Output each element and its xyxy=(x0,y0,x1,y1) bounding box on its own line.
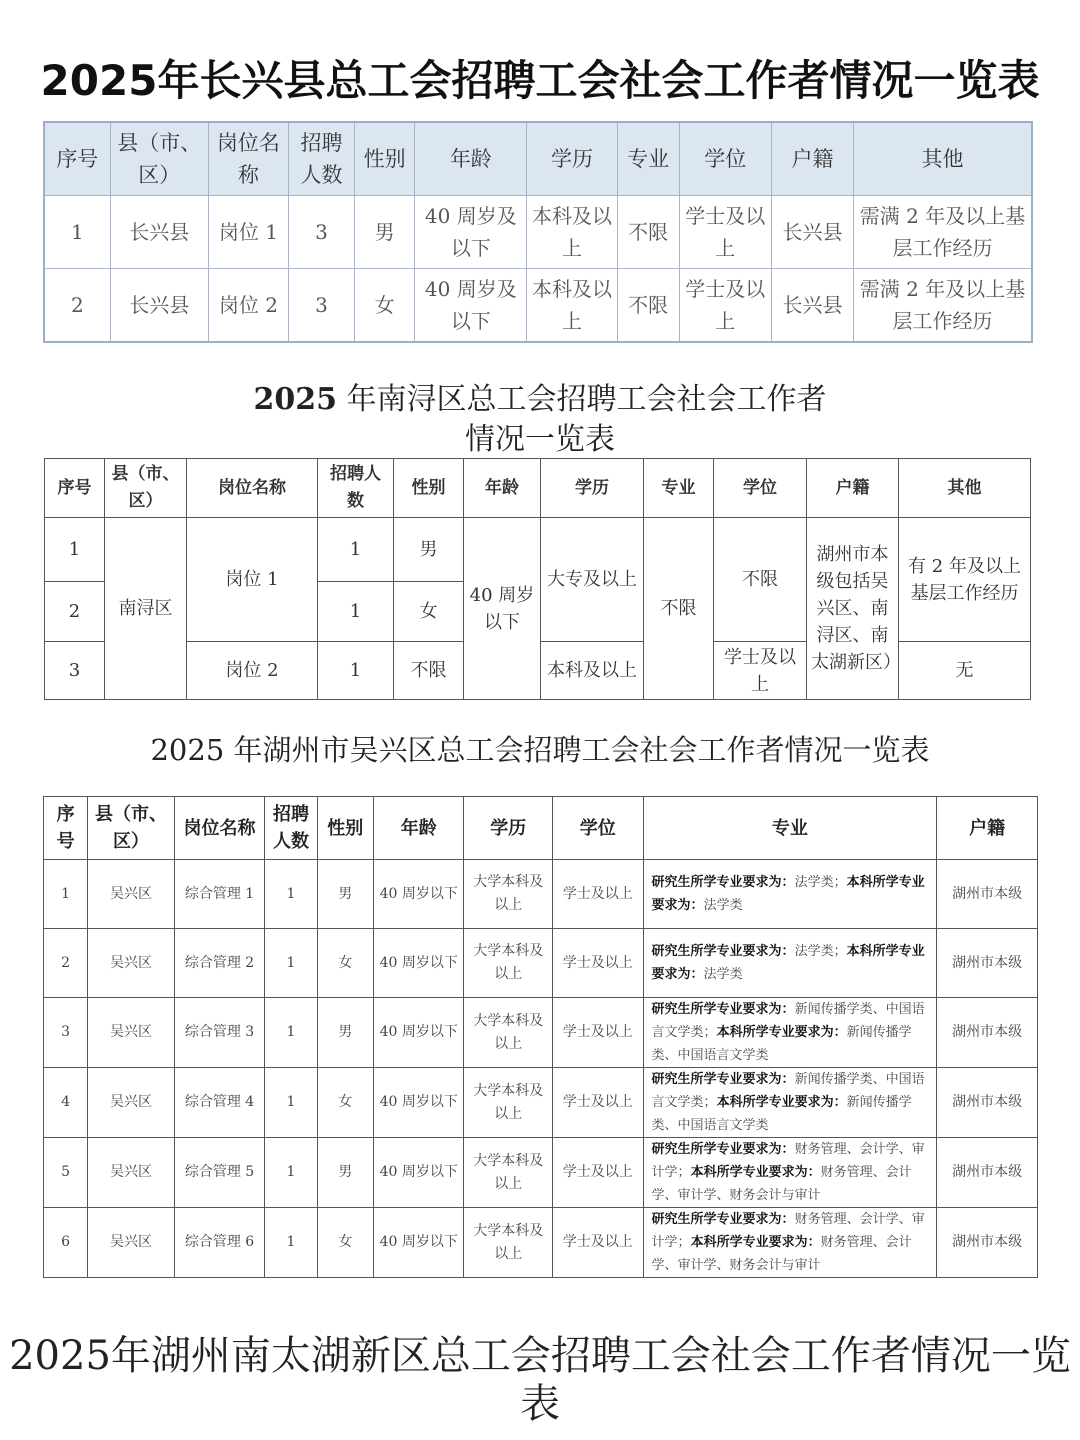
header-cell: 户籍 xyxy=(937,797,1038,860)
title-nanxun-line2: 情况一览表 xyxy=(465,422,615,457)
table-cell: 湖州市本级 xyxy=(937,860,1038,929)
header-cell: 序号 xyxy=(45,459,105,518)
table-cell: 女 xyxy=(317,929,373,998)
major-value-undergrad: 财务管理、会计学、审计学、财务会计与审计 xyxy=(651,1165,912,1203)
table-cell: 1 xyxy=(265,929,317,998)
major-label-undergrad: 本科所学专业要求为： xyxy=(716,1095,847,1110)
table-cell: 女 xyxy=(394,582,464,642)
table-wuxing xyxy=(43,796,1038,1278)
header-cell: 招聘人数 xyxy=(288,122,354,196)
table-cell: 6 xyxy=(44,1208,88,1278)
major-value-undergrad: 新闻传播学类、中国语言文学类 xyxy=(651,1025,912,1063)
table-header-row xyxy=(44,797,1038,860)
table-cell: 大学本科及以上 xyxy=(464,1068,553,1138)
table-row xyxy=(45,518,1031,582)
table-cell: 男 xyxy=(355,196,415,269)
major-label-grad: 研究生所学专业要求为： xyxy=(651,1212,795,1227)
table-cell: 1 xyxy=(265,998,317,1068)
table-cell: 长兴县 xyxy=(771,269,853,343)
table-cell: 综合管理 5 xyxy=(174,1138,265,1208)
table-cell: 湖州市本级 xyxy=(937,1208,1038,1278)
major-cell xyxy=(643,929,937,998)
major-value-undergrad: 法学类 xyxy=(703,967,743,982)
table-cell: 40 周岁以下 xyxy=(373,1208,464,1278)
table-cell: 湖州市本级 xyxy=(937,1068,1038,1138)
header-cell: 序号 xyxy=(44,122,110,196)
table-cell: 1 xyxy=(45,518,105,582)
table-cell: 40 周岁以下 xyxy=(373,998,464,1068)
table-cell: 40 周岁以下 xyxy=(373,860,464,929)
table-cell: 吴兴区 xyxy=(88,929,175,998)
table-cell: 40 周岁以下 xyxy=(373,1138,464,1208)
table-cell: 本科及以上 xyxy=(541,642,644,700)
header-cell: 岗位名称 xyxy=(174,797,265,860)
title-year: 2025 xyxy=(253,382,337,417)
table-cell: 40 周岁及以下 xyxy=(415,269,527,343)
major-label-grad: 研究生所学专业要求为： xyxy=(651,944,795,959)
table-cell: 1 xyxy=(44,196,110,269)
table-cell: 1 xyxy=(318,518,394,582)
table-cell: 1 xyxy=(265,1068,317,1138)
header-cell: 年龄 xyxy=(464,459,541,518)
table-cell: 不限 xyxy=(394,642,464,700)
table-cell: 长兴县 xyxy=(110,269,208,343)
table-cell: 学士及以上 xyxy=(553,1068,644,1138)
major-label-grad: 研究生所学专业要求为： xyxy=(651,1072,795,1087)
title-text: 年南浔区总工会招聘工会社会工作者 xyxy=(336,382,827,417)
table-cell: 40 周岁以下 xyxy=(464,518,541,700)
table-cell: 大学本科及以上 xyxy=(464,1138,553,1208)
table-cell: 3 xyxy=(288,269,354,343)
table-cell: 3 xyxy=(44,998,88,1068)
major-label-undergrad: 本科所学专业要求为： xyxy=(716,1025,847,1040)
major-cell xyxy=(643,1138,937,1208)
table-cell: 女 xyxy=(317,1068,373,1138)
table-cell: 南浔区 xyxy=(105,518,187,700)
table-cell: 1 xyxy=(265,860,317,929)
table-cell: 岗位 1 xyxy=(187,518,318,642)
table-cell: 综合管理 2 xyxy=(174,929,265,998)
table-header-row xyxy=(44,122,1032,196)
header-cell: 招聘人数 xyxy=(318,459,394,518)
table-cell: 吴兴区 xyxy=(88,1208,175,1278)
table-row xyxy=(44,998,1038,1068)
table-cell: 湖州市本级 xyxy=(937,998,1038,1068)
table-cell: 岗位 1 xyxy=(208,196,288,269)
table-row xyxy=(44,1068,1038,1138)
major-label-undergrad: 本科所学专业要求为： xyxy=(690,1165,821,1180)
table-cell: 综合管理 4 xyxy=(174,1068,265,1138)
header-cell: 性别 xyxy=(394,459,464,518)
header-cell: 年龄 xyxy=(415,122,527,196)
header-cell: 招聘人数 xyxy=(265,797,317,860)
table-cell: 长兴县 xyxy=(771,196,853,269)
table-cell: 2 xyxy=(44,929,88,998)
header-cell: 户籍 xyxy=(771,122,853,196)
header-cell: 年龄 xyxy=(373,797,464,860)
table-cell: 1 xyxy=(265,1138,317,1208)
table-cell: 本科及以上 xyxy=(527,196,617,269)
major-cell xyxy=(643,860,937,929)
table-cell: 女 xyxy=(355,269,415,343)
table-cell: 学士及以上 xyxy=(553,998,644,1068)
table-cell: 学士及以上 xyxy=(553,929,644,998)
table-cell: 长兴县 xyxy=(110,196,208,269)
table-cell: 学士及以上 xyxy=(679,196,771,269)
major-label-undergrad: 本科所学专业要求为： xyxy=(690,1235,821,1250)
table-cell: 男 xyxy=(317,1138,373,1208)
title-changxing: 2025年长兴县总工会招聘工会社会工作者情况一览表 xyxy=(40,56,1040,105)
table-row xyxy=(44,860,1038,929)
title-nantaihu: 2025年湖州南太湖新区总工会招聘工会社会工作者情况一览表 xyxy=(9,1333,1071,1427)
table-cell: 女 xyxy=(317,1208,373,1278)
major-cell xyxy=(643,1208,937,1278)
table-cell: 2 xyxy=(44,269,110,343)
title-nanxun-line1 xyxy=(0,380,1080,420)
table-cell: 2 xyxy=(45,582,105,642)
major-label-undergrad: 本科所学专业要求为： xyxy=(651,875,925,913)
table-cell: 湖州市本级包括吴兴区、南浔区、南太湖新区） xyxy=(807,518,899,700)
table-cell: 不限 xyxy=(617,269,679,343)
header-cell: 其他 xyxy=(899,459,1031,518)
table-nanxun xyxy=(44,458,1031,700)
table-cell: 综合管理 1 xyxy=(174,860,265,929)
major-value-grad: 财务管理、会计学、审计学； xyxy=(651,1142,925,1180)
header-cell: 县（市、区） xyxy=(88,797,175,860)
table-cell: 不限 xyxy=(644,518,714,700)
table-cell: 综合管理 3 xyxy=(174,998,265,1068)
table-cell: 吴兴区 xyxy=(88,1068,175,1138)
header-cell: 专业 xyxy=(643,797,937,860)
table-cell: 3 xyxy=(288,196,354,269)
table-cell: 岗位 2 xyxy=(187,642,318,700)
header-cell: 岗位名称 xyxy=(187,459,318,518)
table-cell: 需满 2 年及以上基层工作经历 xyxy=(854,196,1032,269)
table-cell: 学士及以上 xyxy=(553,1138,644,1208)
major-label-grad: 研究生所学专业要求为： xyxy=(651,1142,795,1157)
table-cell: 大学本科及以上 xyxy=(464,998,553,1068)
table-cell: 男 xyxy=(317,998,373,1068)
table-header-row xyxy=(45,459,1031,518)
title-nanxun xyxy=(0,380,1080,460)
header-cell: 岗位名称 xyxy=(208,122,288,196)
table-cell: 40 周岁以下 xyxy=(373,929,464,998)
major-label-grad: 研究生所学专业要求为： xyxy=(651,875,795,890)
table-row xyxy=(44,196,1032,269)
header-cell: 序号 xyxy=(44,797,88,860)
table-cell: 1 xyxy=(318,582,394,642)
major-cell xyxy=(643,998,937,1068)
table-cell: 吴兴区 xyxy=(88,1138,175,1208)
header-cell: 县（市、区） xyxy=(110,122,208,196)
table-cell: 男 xyxy=(394,518,464,582)
table-cell: 本科及以上 xyxy=(527,269,617,343)
table-cell: 无 xyxy=(899,642,1031,700)
table-cell: 1 xyxy=(265,1208,317,1278)
header-cell: 学历 xyxy=(541,459,644,518)
header-cell: 学位 xyxy=(679,122,771,196)
table-cell: 40 周岁以下 xyxy=(373,1068,464,1138)
table-cell: 大学本科及以上 xyxy=(464,860,553,929)
major-value-undergrad: 法学类 xyxy=(703,898,743,913)
header-cell: 性别 xyxy=(317,797,373,860)
table-cell: 男 xyxy=(317,860,373,929)
table-cell: 学士及以上 xyxy=(553,1208,644,1278)
major-value-undergrad: 财务管理、会计学、审计学、财务会计与审计 xyxy=(651,1235,912,1273)
table-cell: 需满 2 年及以上基层工作经历 xyxy=(854,269,1032,343)
header-cell: 学历 xyxy=(527,122,617,196)
header-cell: 学历 xyxy=(464,797,553,860)
table-cell: 湖州市本级 xyxy=(937,1138,1038,1208)
table-cell: 5 xyxy=(44,1138,88,1208)
table-cell: 1 xyxy=(44,860,88,929)
table-cell: 综合管理 6 xyxy=(174,1208,265,1278)
major-value-grad: 财务管理、会计学、审计学； xyxy=(651,1212,925,1250)
table-cell: 不限 xyxy=(617,196,679,269)
title-wuxing: 2025 年湖州市吴兴区总工会招聘工会社会工作者情况一览表 xyxy=(150,733,930,767)
table-cell: 40 周岁及以下 xyxy=(415,196,527,269)
header-cell: 其他 xyxy=(854,122,1032,196)
table-cell: 学士及以上 xyxy=(553,860,644,929)
header-cell: 专业 xyxy=(617,122,679,196)
table-cell: 有 2 年及以上基层工作经历 xyxy=(899,518,1031,642)
table-cell: 大专及以上 xyxy=(541,518,644,642)
table-cell: 3 xyxy=(45,642,105,700)
major-cell xyxy=(643,1068,937,1138)
header-cell: 专业 xyxy=(644,459,714,518)
table-cell: 湖州市本级 xyxy=(937,929,1038,998)
header-cell: 县（市、区） xyxy=(105,459,187,518)
table-row xyxy=(44,1208,1038,1278)
major-value-grad: 法学类； xyxy=(794,944,847,959)
major-value-grad: 法学类； xyxy=(794,875,847,890)
major-value-grad: 新闻传播学类、中国语言文学类； xyxy=(651,1002,925,1040)
table-cell: 吴兴区 xyxy=(88,860,175,929)
table-row xyxy=(44,269,1032,343)
major-value-grad: 新闻传播学类、中国语言文学类； xyxy=(651,1072,925,1110)
header-cell: 性别 xyxy=(355,122,415,196)
major-label-undergrad: 本科所学专业要求为： xyxy=(651,944,925,982)
table-cell: 4 xyxy=(44,1068,88,1138)
major-value-undergrad: 新闻传播学类、中国语言文学类 xyxy=(651,1095,912,1133)
header-cell: 户籍 xyxy=(807,459,899,518)
table-row xyxy=(44,929,1038,998)
table-cell: 吴兴区 xyxy=(88,998,175,1068)
header-cell: 学位 xyxy=(553,797,644,860)
table-cell: 学士及以上 xyxy=(714,642,807,700)
major-label-grad: 研究生所学专业要求为： xyxy=(651,1002,795,1017)
table-row xyxy=(44,1138,1038,1208)
table-cell: 1 xyxy=(318,642,394,700)
table-changxing xyxy=(43,121,1033,343)
table-cell: 岗位 2 xyxy=(208,269,288,343)
table-cell: 不限 xyxy=(714,518,807,642)
table-cell: 大学本科及以上 xyxy=(464,929,553,998)
table-cell: 学士及以上 xyxy=(679,269,771,343)
table-cell: 大学本科及以上 xyxy=(464,1208,553,1278)
header-cell: 学位 xyxy=(714,459,807,518)
